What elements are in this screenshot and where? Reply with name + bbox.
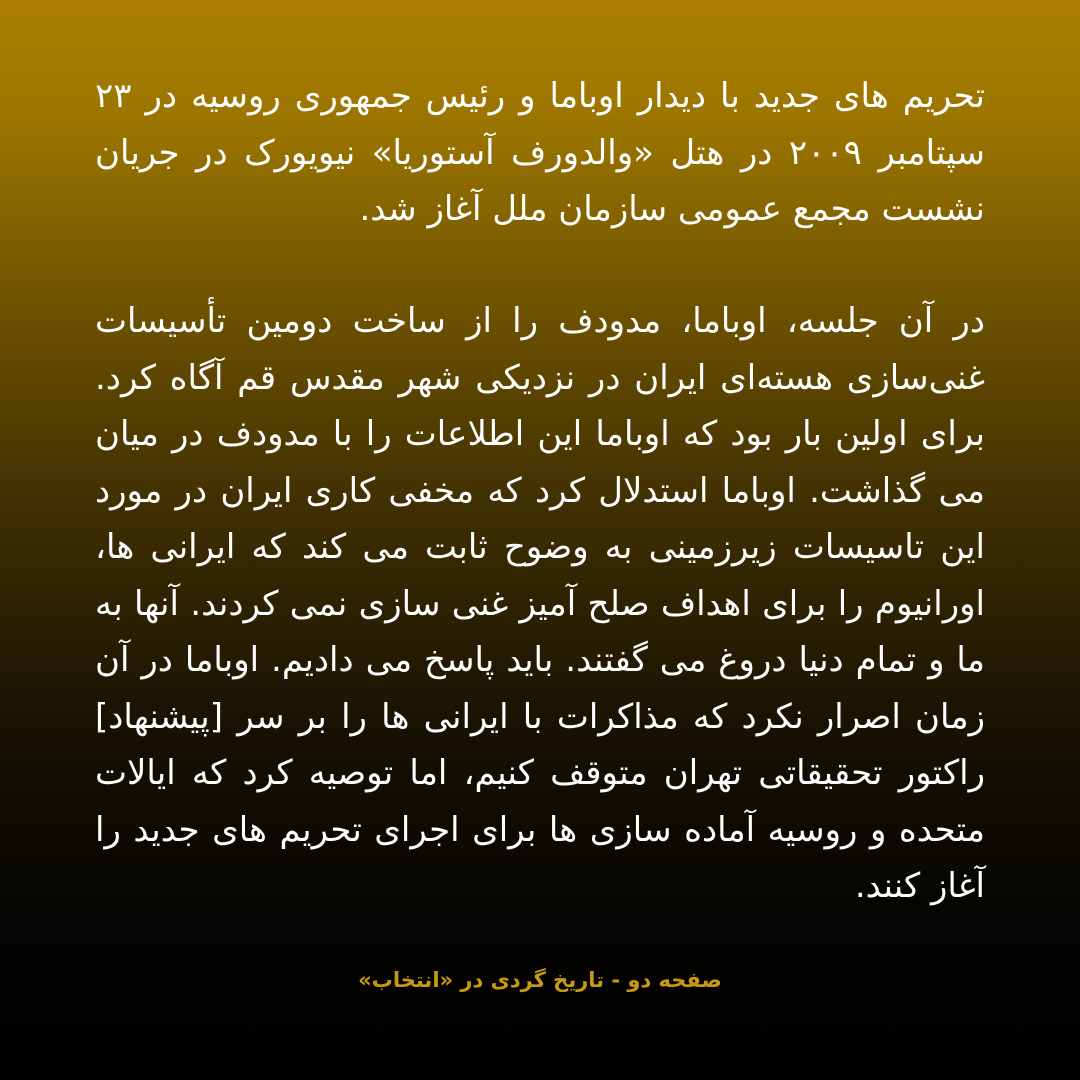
- article-paragraph-2: در آن جلسه، اوباما، مدودف را از ساخت دومین تأسیسات غنی‌سازی هسته‌ای ایران در نزدیکی شهر مقدس قم آگاه کرد. برای اولین بار بود که اوباما این اطلاعات را با مدودف در میان می گذاشت. اوباما استدلال کرد که مخفی کاری ایران در مورد این تاسیسات زیرزمینی به وضوح ثابت می کند که ایرانی ها، اورانیوم را برای اهداف صلح آمیز غنی سازی نمی کردند. آنها به ما و تمام دنیا دروغ می گفتند. باید پاسخ می دادیم. اوباما در آن زمان اصرار نکرد که مذاکرات با ایرانی ها را بر سر [پیشنهاد] راکتور تحقیقاتی تهران متوقف کنیم، اما توصیه کرد که ایالات متحده و روسیه آماده سازی ها برای اجرای تحریم های جدید را آغاز کنند.: [95, 301, 985, 906]
- footer-caption: صفحه دو - تاریخ گردی در «انتخاب»: [358, 968, 722, 992]
- article-paragraph-1: تحریم های جدید با دیدار اوباما و رئیس جمهوری روسیه در ۲۳ سپتامبر ۲۰۰۹ در هتل «والدورف آستوریا» نیویورک در جریان نشست مجمع عمومی سازمان ملل آغاز شد.: [95, 76, 986, 229]
